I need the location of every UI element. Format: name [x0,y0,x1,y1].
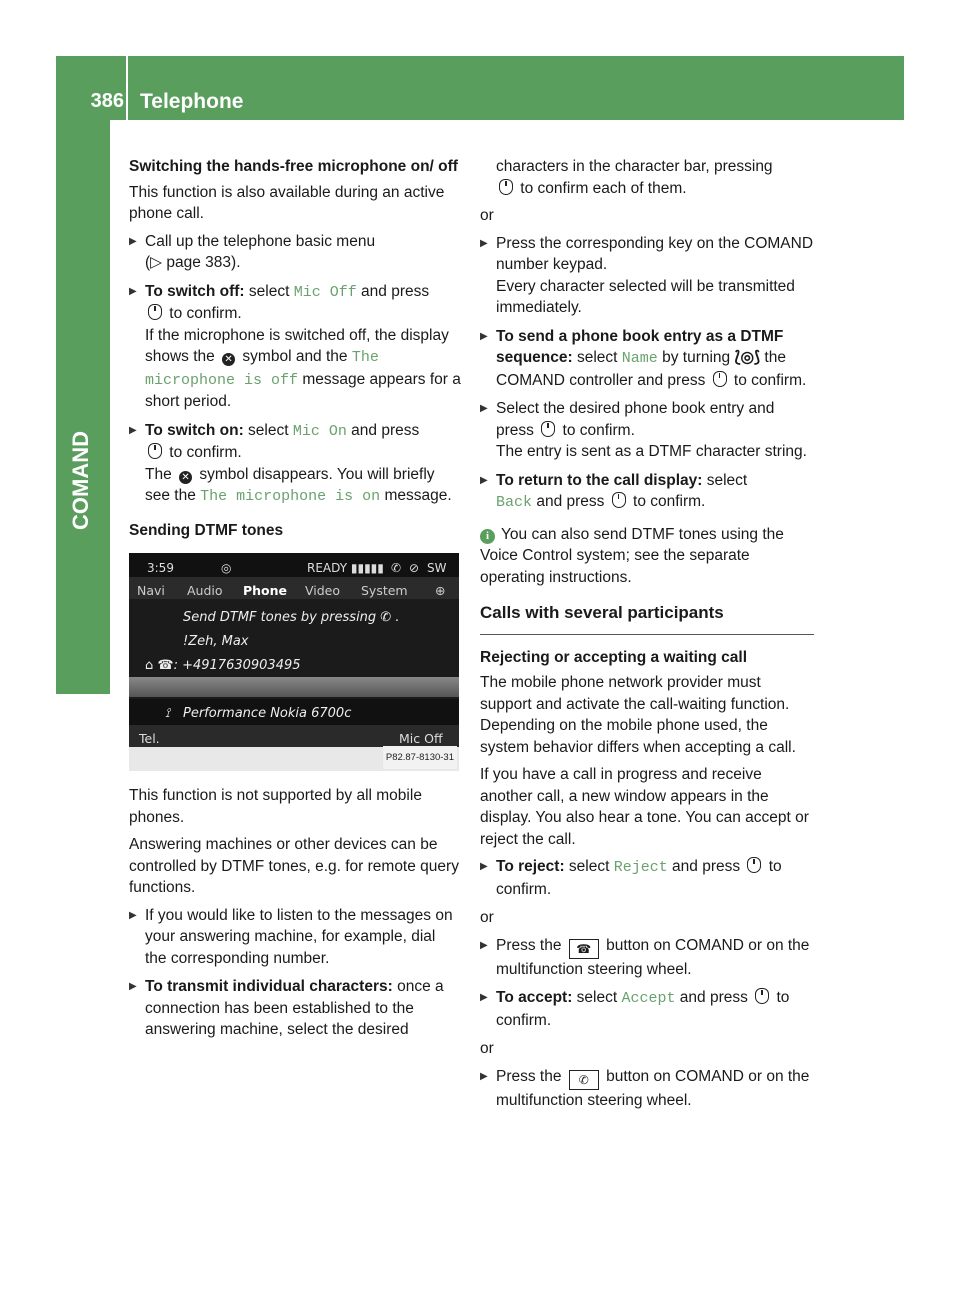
step-text: once a connection has been established to the answering machine, select the desired [145,978,444,1038]
step-text: select [244,282,294,300]
step-text: select [564,858,614,875]
paragraph: If you have a call in progress and receive another call, a new window appears in the display. You also hear a tone. You can accept or reject the call. [480,766,809,848]
display-text: Mic On [292,422,347,440]
section-title: Telephone [140,90,244,113]
controller-press-icon [148,304,162,320]
heading-several-participants: Calls with several participants [480,602,814,635]
heading-microphone: Switching the hands-free microphone on/ off [129,158,458,175]
or-text: or [480,1040,494,1057]
step-text: symbol and the [238,348,352,365]
step-text: message appears for a short period. [145,370,461,410]
right-column [480,156,814,1118]
controller-press-icon [755,988,769,1004]
step-item: ▶ If you would like to listen to the messages on your answering machine, for example, dial the corresponding number. [129,905,461,970]
mic-off-symbol-icon: ✕ [222,353,235,366]
display-text: Name [621,350,658,367]
continued-text [480,156,814,199]
step-text: to confirm. [496,989,790,1029]
controller-press-icon [541,421,555,437]
call-button-icon: ✆ [569,1070,599,1090]
step-label: To switch off: [145,282,245,300]
step-text: Press the corresponding key on the COMAND number keypad. [496,234,814,273]
menu-item: Navi [137,583,165,598]
menu-item: Audio [187,583,223,598]
step-text: characters in the character bar, pressing [496,158,773,175]
step-item [480,233,814,319]
side-tab-label [68,500,94,530]
step-text: the COMAND controller and press [496,349,786,389]
step-item [480,326,814,392]
step-item [480,987,814,1031]
step-text: to confirm. [558,421,635,439]
paragraph: Answering machines or other devices can be controlled by DTMF tones, e.g. for remote query functions. [129,836,459,896]
step-text: The [145,465,177,483]
step-text: button on COMAND or on the multifunction steering wheel. [496,936,810,978]
step-label: To switch on: [145,421,244,439]
step-text: and press [356,282,430,300]
heading-dtmf: Sending DTMF tones [129,521,284,539]
end-call-button-icon: ☎ [569,939,599,959]
bottom-menu-item: Mic Off [399,731,443,746]
info-icon: i [480,529,495,544]
step-text: select [243,421,293,439]
home-phone-icon: ⌂ ☎: [145,658,183,673]
display-text: Reject [613,859,668,876]
step-text: to confirm. [729,371,807,389]
menu-item-active: Phone [243,583,288,598]
info-text: You can also send DTMF tones using the Voice Control system; see the separate operating instructions. [480,525,784,586]
step-text: Press the [496,936,566,954]
step-text: symbol disappears. You will briefly see the [145,465,435,504]
step-text: select [572,349,622,366]
step-text: and press [532,493,609,510]
controller-press-icon [499,179,513,195]
info-note [480,524,814,589]
step-item [480,470,814,514]
step-label: To send a phone book entry as a DTMF sequence: [496,327,784,366]
step-text: If the microphone is switched off, the display shows the [145,326,449,365]
phone-icon: ✆ [391,561,402,575]
display-text: The microphone is on [200,488,381,505]
heading-waiting-call: Rejecting or accepting a waiting call [480,648,748,666]
bottom-menu [129,725,459,747]
page-number: 386 [90,90,124,112]
page-reference: (▷ page 383). [145,254,241,271]
controller-press-icon [713,371,727,387]
step-item [480,398,814,463]
step-text: message. [380,487,452,504]
step-text: button on COMAND or on the multifunction steering wheel. [496,1067,810,1109]
step-item [129,231,461,274]
contact-name: !Zeh, Max [183,634,249,649]
contact-number [145,655,301,677]
step-text: select [572,989,622,1006]
step-text: Press the [496,1067,566,1085]
header-separator [126,56,128,124]
step-text: The entry is sent as a DTMF character string. [496,443,807,460]
mic-off-symbol-icon: ✕ [179,471,192,484]
controller-press-icon [148,443,162,459]
step-text: to confirm each of them. [516,179,687,197]
or-text: or [480,207,494,224]
menu-item: System [361,583,408,598]
paragraph: This function is not supported by all mobile phones. [129,787,422,826]
step-text: and press [346,421,420,439]
step-text: by turning [657,349,735,366]
step-item [480,935,814,981]
device-name: Performance Nokia 6700c [183,706,352,721]
number-text: +4917630903495 [182,658,301,673]
status-sw: SW [427,561,447,575]
prompt-text: Send DTMF tones by pressing [183,610,377,625]
display-text: Mic Off [293,283,357,301]
step-text: Select the desired phone book entry and press [496,400,775,439]
step-item [129,976,461,1041]
step-text: and press [675,989,753,1006]
step-item [129,420,461,508]
character-bar [129,677,459,697]
display-text: The microphone is off [145,349,379,389]
or-text: or [480,909,494,926]
step-text: to confirm. [628,493,706,510]
step-item [129,281,461,413]
status-bar [129,553,459,577]
step-text: to confirm. [496,858,782,898]
display-text: Back [496,494,533,511]
step-label: To accept: [496,989,573,1006]
figure-code: P82.87-8130-31 [383,746,457,770]
bluetooth-icon: ⟟ [165,706,170,721]
step-text: Every character selected will be transmitted immediately. [496,277,795,316]
status-time: 3:59 [147,561,174,575]
compass-icon: ◎ [221,561,232,575]
bottom-menu-item: Tel. [139,731,160,746]
paragraph: The mobile phone network provider must support and activate the call-waiting function. Depending on the mobile phone used, the system behavior differs when accepting a call. [480,674,796,756]
controller-press-icon [612,492,626,508]
step-item [480,856,814,900]
status-ready: READY ▮▮▮▮▮ [307,561,384,575]
step-label: To return to the call display: [496,471,703,489]
comand-screenshot [129,553,459,771]
dtmf-prompt: Send DTMF tones by pressing ✆ . [183,610,400,625]
step-text: select [702,471,748,489]
globe-icon: ⊕ [435,583,446,598]
no-signal-icon: ⊘ [409,561,420,575]
main-menu [129,577,459,599]
step-text: to confirm. [165,444,242,461]
step-text: to confirm. [165,305,242,322]
left-column [129,156,461,1048]
display-text: Accept [621,990,676,1007]
step-text: and press [667,858,745,875]
paragraph: This function is also available during an active phone call. [129,183,445,222]
controller-press-icon [747,857,761,873]
step-text: Call up the telephone basic menu [145,232,376,250]
device-bar [129,699,459,725]
step-label: To transmit individual characters: [145,978,393,995]
menu-item: Video [305,583,341,598]
step-label: To reject: [496,858,565,875]
step-item [480,1066,814,1112]
controller-turn-icon: ⟅◎⟆ [734,349,761,366]
side-tab [56,120,110,694]
